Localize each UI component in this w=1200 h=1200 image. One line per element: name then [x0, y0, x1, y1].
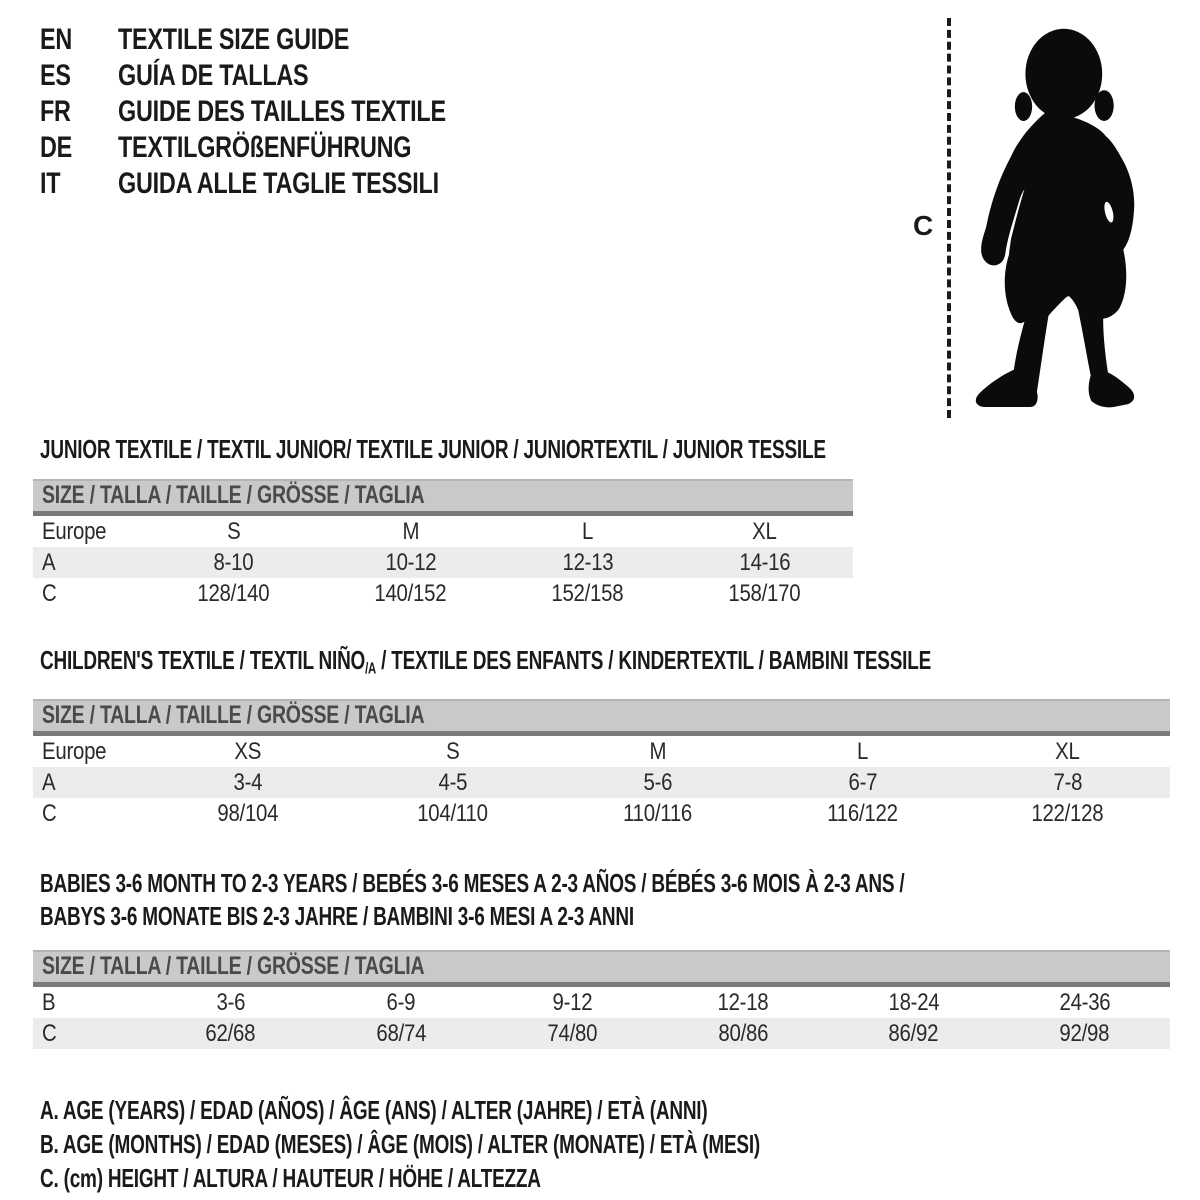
children-row-height: [33, 798, 1170, 829]
language-title: GUIDE DES TAILLES TEXTILE: [118, 95, 446, 128]
table-cell: 110/116: [623, 799, 692, 827]
baby-height-figure: [905, 14, 1185, 420]
title-subscript: /A: [365, 660, 377, 678]
size-guide-content: [0, 424, 1200, 1197]
babies-row-age-months: [33, 987, 1170, 1018]
table-cell: 3-6: [216, 988, 245, 1016]
region-label: Europe: [42, 737, 107, 765]
table-cell: 140/152: [374, 579, 447, 607]
table-cell: 14-16: [739, 548, 790, 576]
size-column-header: XL: [752, 517, 777, 545]
height-measure-label: C: [913, 210, 934, 241]
language-code: DE: [40, 131, 73, 164]
language-title: GUIDA ALLE TAGLIE TESSILI: [118, 167, 439, 200]
language-row: [40, 94, 538, 130]
size-header-label: SIZE / TALLA / TAILLE / GRÖSSE / TAGLIA: [42, 701, 425, 730]
junior-columns-row: [33, 516, 853, 547]
table-cell: 80/86: [718, 1019, 768, 1047]
junior-section-title: JUNIOR TEXTILE / TEXTIL JUNIOR/ TEXTILE JUNIOR / JUNIORTEXTIL / JUNIOR TESSILE: [40, 434, 826, 464]
size-header-label: SIZE / TALLA / TAILLE / GRÖSSE / TAGLIA: [42, 481, 425, 509]
babies-size-table: [33, 950, 1170, 1049]
table-cell: 158/170: [728, 579, 801, 607]
table-cell: 74/80: [547, 1019, 597, 1047]
size-column-header: M: [649, 737, 666, 765]
babies-title-line-1: BABIES 3-6 MONTH TO 2-3 YEARS / BEBÉS 3-6 MESES A 2-3 AÑOS / BÉBÉS 3-6 MOIS À 2-3 ANS /: [40, 868, 905, 899]
region-label: Europe: [42, 517, 107, 545]
table-cell: 92/98: [1059, 1019, 1110, 1047]
row-label: B: [42, 988, 56, 1016]
legend-line-a: A. AGE (YEARS) / EDAD (AÑOS) / ÂGE (ANS) / ALTER (JAHRE) / ETÀ (ANNI): [40, 1095, 708, 1126]
table-cell: 5-6: [643, 768, 672, 796]
row-label: A: [42, 768, 56, 796]
table-cell: 104/110: [417, 799, 488, 827]
babies-title-line-2: BABYS 3-6 MONATE BIS 2-3 JAHRE / BAMBINI 3-6 MESI A 2-3 ANNI: [40, 901, 634, 932]
babies-row-height: [33, 1018, 1170, 1049]
table-cell: 12-18: [717, 988, 769, 1016]
language-title: TEXTILE SIZE GUIDE: [118, 23, 350, 56]
size-column-header: M: [402, 517, 419, 545]
language-title: GUÍA DE TALLAS: [118, 59, 309, 92]
size-column-header: XL: [1055, 737, 1080, 765]
table-cell: 12-13: [562, 548, 613, 576]
table-cell: 68/74: [376, 1019, 427, 1047]
table-cell: 6-9: [386, 988, 416, 1016]
table-cell: 18-24: [888, 988, 940, 1016]
junior-size-table: [33, 479, 853, 609]
babies-section-title: [40, 867, 1170, 933]
language-code: ES: [40, 59, 71, 92]
language-code: FR: [40, 95, 71, 128]
size-column-header: L: [581, 517, 594, 545]
children-size-header-bar: [33, 699, 1170, 736]
children-size-table: [33, 699, 1170, 829]
header: [0, 0, 1200, 424]
table-cell: 9-12: [552, 988, 592, 1016]
table-cell: 10-12: [385, 548, 436, 576]
language-title: TEXTILGRÖßENFÜHRUNG: [118, 131, 412, 164]
language-row: [40, 166, 538, 202]
children-row-age: [33, 767, 1170, 798]
language-title-list: [40, 22, 538, 202]
table-cell: 152/158: [551, 579, 624, 607]
size-column-header: S: [226, 517, 241, 545]
table-cell: 4-5: [438, 768, 467, 796]
junior-row-age: [33, 547, 853, 578]
row-label: A: [42, 548, 56, 576]
row-label: C: [42, 579, 57, 607]
table-cell: 6-7: [848, 768, 877, 796]
table-cell: 62/68: [205, 1019, 256, 1047]
table-cell: 3-4: [233, 768, 262, 796]
legend-line-c: C. (cm) HEIGHT / ALTURA / HAUTEUR / HÖHE / ALTEZZA: [40, 1163, 541, 1194]
junior-size-header-bar: [33, 479, 853, 516]
row-label: C: [42, 1019, 57, 1047]
language-code: EN: [40, 23, 73, 56]
table-cell: 7-8: [1053, 768, 1082, 796]
table-cell: 98/104: [217, 799, 278, 827]
size-column-header: S: [445, 737, 460, 765]
language-code: IT: [40, 167, 61, 200]
children-columns-row: [33, 736, 1170, 767]
children-section-title: CHILDREN'S TEXTILE / TEXTIL NIÑO/A / TEXTILE DES ENFANTS / KINDERTEXTIL / BAMBINI TESSILE: [40, 645, 932, 678]
language-row: [40, 130, 538, 166]
size-header-label: SIZE / TALLA / TAILLE / GRÖSSE / TAGLIA: [42, 952, 425, 981]
junior-row-height: [33, 578, 853, 609]
section-junior-textile: [33, 436, 1170, 609]
babies-size-header-bar: [33, 950, 1170, 987]
section-children-textile: [33, 647, 1170, 829]
table-cell: 8-10: [213, 548, 254, 576]
measurement-legend: [40, 1095, 1170, 1197]
table-cell: 116/122: [827, 799, 898, 827]
language-row: [40, 58, 538, 94]
language-row: [40, 22, 538, 58]
row-label: C: [42, 799, 57, 827]
legend-line-b: B. AGE (MONTHS) / EDAD (MESES) / ÂGE (MOIS) / ALTER (MONATE) / ETÀ (MESI): [40, 1129, 760, 1160]
table-cell: 122/128: [1031, 799, 1104, 827]
table-cell: 128/140: [197, 579, 270, 607]
table-cell: 86/92: [888, 1019, 939, 1047]
baby-silhouette-icon: [963, 16, 1155, 416]
size-column-header: L: [856, 737, 869, 765]
size-column-header: XS: [234, 737, 261, 765]
height-dashed-line: [947, 18, 951, 418]
section-babies-textile: [33, 867, 1170, 1049]
table-cell: 24-36: [1059, 988, 1111, 1016]
